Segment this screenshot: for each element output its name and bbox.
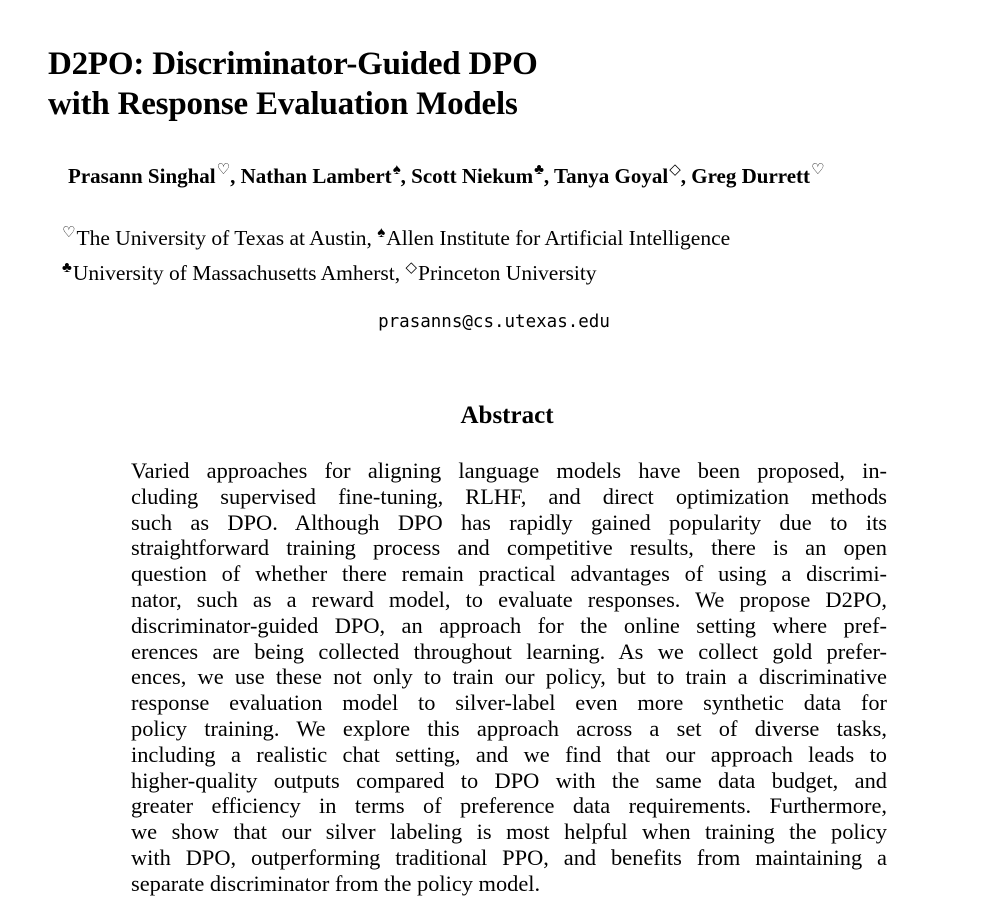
author-name: Scott Niekum [411,164,534,188]
affiliations [62,222,730,292]
heart-icon: ♡ [811,162,825,178]
heart-icon: ♡ [216,162,231,178]
abstract-line: higher-quality outputs compared to DPO with the same data budget, and [131,767,887,793]
affiliation-line [62,257,730,292]
affiliation-text: Allen Institute for Artificial Intelligence [386,226,731,250]
abstract-line: with DPO, outperforming traditional PPO, and benefits from maintaining a [131,844,887,870]
contact-email[interactable]: prasanns@cs.utexas.edu [378,312,610,332]
heart-icon: ♡ [62,225,76,241]
abstract-line: Varied approaches for aligning language models have been proposed, in- [131,458,887,483]
author-name: Prasann Singhal [68,164,216,188]
abstract-line: such as DPO. Although DPO has rapidly gained popularity due to its [131,509,887,535]
spade-icon: ♠ [377,225,386,241]
abstract-line: straightforward training process and competitive results, there is an open [131,535,887,561]
abstract-line: question of whether there remain practical advantages of using a discrimi- [131,561,887,587]
affiliation-text: The University of Texas at Austin, [76,226,372,250]
abstract-line: including a realistic chat setting, and we find that our approach leads to [131,741,887,767]
abstract-body [131,458,887,897]
abstract-line: greater efficiency in terms of preference data requirements. Furthermore, [131,793,887,819]
abstract-heading: Abstract [460,402,554,429]
abstract-line: policy training. We explore this approach across a set of diverse tasks, [131,715,887,741]
abstract-line: discriminator-guided DPO, an approach for the online setting where pref- [131,612,887,638]
author-name: Tanya Goyal [554,164,669,188]
title-line-2: with Response Evaluation Models [48,86,518,122]
diamond-icon: ◇ [405,260,418,276]
abstract-line: response evaluation model to silver-label even more synthetic data for [131,690,887,716]
author-name: Nathan Lambert [240,164,392,188]
club-icon: ♣ [62,260,72,276]
club-icon: ♣ [534,162,544,178]
abstract-line: separate discriminator from the policy model. [131,870,541,896]
author-name: Greg Durrett [691,164,811,188]
abstract-line: cluding supervised fine-tuning, RLHF, and direct optimization methods [131,483,887,509]
spade-icon: ♠ [392,162,401,178]
paper-title [48,44,538,124]
abstract-line: erences are being collected throughout learning. As we collect gold prefer- [131,638,887,664]
abstract-line: we show that our silver labeling is most helpful when training the policy [131,819,887,845]
abstract-line: nator, such as a reward model, to evaluate responses. We propose D2PO, [131,586,887,612]
affiliation-text: University of Massachusetts Amherst, [72,261,401,285]
author-list: Prasann Singhal♡, Nathan Lambert♠, Scott Niekum♣, Tanya Goyal◇, Greg Durrett♡ [68,162,825,188]
title-line-1: D2PO: Discriminator-Guided DPO [48,46,538,82]
abstract-line: ences, we use these not only to train our policy, but to train a discriminative [131,664,887,690]
diamond-icon: ◇ [669,162,681,178]
affiliation-line [62,222,730,257]
affiliation-text: Princeton University [418,261,597,285]
